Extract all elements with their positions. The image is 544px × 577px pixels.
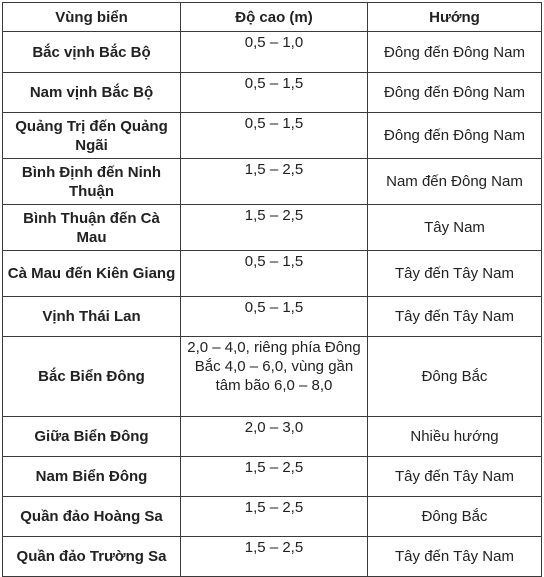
- height-cell: 0,5 – 1,0: [181, 32, 368, 73]
- region-cell: Bình Thuận đến Cà Mau: [3, 205, 181, 251]
- table-row: [3, 297, 542, 337]
- direction-cell: Đông đến Đông Nam: [368, 73, 542, 113]
- height-cell: 2,0 – 4,0, riêng phía Đông Bắc 4,0 – 6,0, vùng gần tâm bão 6,0 – 8,0: [181, 337, 368, 417]
- table-row: [3, 497, 542, 537]
- table-header-row: [3, 3, 542, 32]
- table-row: [3, 251, 542, 297]
- direction-cell: Tây đến Tây Nam: [368, 251, 542, 297]
- direction-cell: Tây Nam: [368, 205, 542, 251]
- region-cell: Quần đảo Hoàng Sa: [3, 497, 181, 537]
- height-cell: 1,5 – 2,5: [181, 205, 368, 251]
- height-cell: 0,5 – 1,5: [181, 73, 368, 113]
- header-height: Độ cao (m): [181, 3, 368, 32]
- region-cell: Quần đảo Trường Sa: [3, 537, 181, 577]
- height-cell: 1,5 – 2,5: [181, 159, 368, 205]
- table-row: [3, 537, 542, 577]
- region-cell: Bắc vịnh Bắc Bộ: [3, 32, 181, 73]
- height-cell: 2,0 – 3,0: [181, 417, 368, 457]
- table-row: [3, 205, 542, 251]
- region-cell: Cà Mau đến Kiên Giang: [3, 251, 181, 297]
- height-cell: 0,5 – 1,5: [181, 251, 368, 297]
- region-cell: Nam Biển Đông: [3, 457, 181, 497]
- direction-cell: Nam đến Đông Nam: [368, 159, 542, 205]
- height-cell: 1,5 – 2,5: [181, 497, 368, 537]
- height-cell: 1,5 – 2,5: [181, 457, 368, 497]
- region-cell: Bắc Biển Đông: [3, 337, 181, 417]
- header-region: Vùng biển: [3, 3, 181, 32]
- direction-cell: Đông Bắc: [368, 337, 542, 417]
- direction-cell: Tây đến Tây Nam: [368, 297, 542, 337]
- header-direction: Hướng: [368, 3, 542, 32]
- table-row: [3, 337, 542, 417]
- table-row: [3, 113, 542, 159]
- region-cell: Vịnh Thái Lan: [3, 297, 181, 337]
- direction-cell: Đông Bắc: [368, 497, 542, 537]
- direction-cell: Đông đến Đông Nam: [368, 32, 542, 73]
- table-row: [3, 417, 542, 457]
- direction-cell: Nhiều hướng: [368, 417, 542, 457]
- direction-cell: Đông đến Đông Nam: [368, 113, 542, 159]
- table-row: [3, 73, 542, 113]
- direction-cell: Tây đến Tây Nam: [368, 457, 542, 497]
- height-cell: 0,5 – 1,5: [181, 113, 368, 159]
- region-cell: Nam vịnh Bắc Bộ: [3, 73, 181, 113]
- region-cell: Giữa Biển Đông: [3, 417, 181, 457]
- table-row: [3, 32, 542, 73]
- wave-forecast-table: [2, 2, 542, 577]
- region-cell: Quảng Trị đến Quảng Ngãi: [3, 113, 181, 159]
- height-cell: 1,5 – 2,5: [181, 537, 368, 577]
- table-row: [3, 159, 542, 205]
- table-row: [3, 457, 542, 497]
- height-cell: 0,5 – 1,5: [181, 297, 368, 337]
- direction-cell: Tây đến Tây Nam: [368, 537, 542, 577]
- region-cell: Bình Định đến Ninh Thuận: [3, 159, 181, 205]
